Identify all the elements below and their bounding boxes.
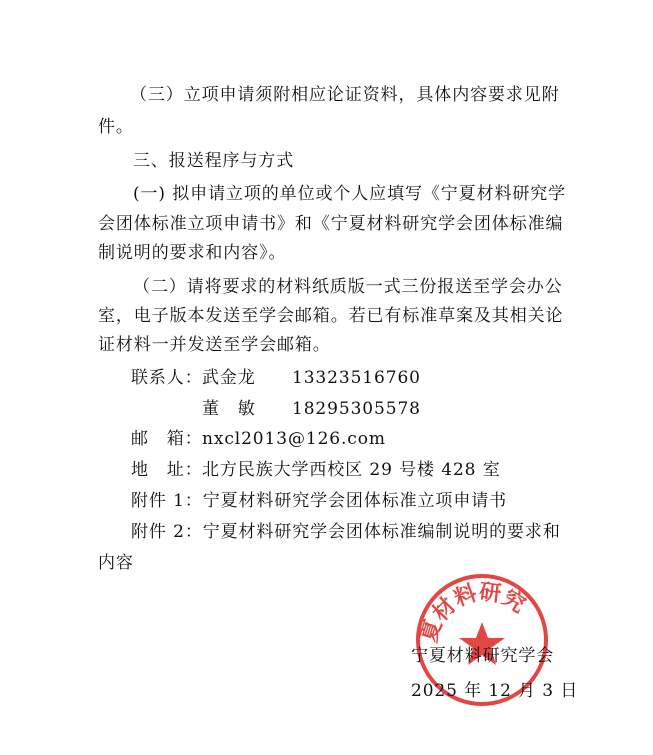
para1-line2: 会团体标准立项申请书》和《宁夏材料研究学会团体标准编: [98, 214, 564, 234]
contact1-name: 武金龙: [202, 368, 256, 388]
signature-date: 2025 年 12 月 3 日: [411, 681, 579, 701]
attachment-1: 附件 1：宁夏材料研究学会团体标准立项申请书: [131, 491, 508, 511]
contacts-label: 联系人：: [131, 368, 203, 388]
para2-line2: 室，电子版本发送至学会邮箱。若已有标准草案及其相关论: [98, 306, 564, 326]
para1-line3: 制说明的要求和内容》。: [98, 243, 287, 263]
attachment-2-line1: 附件 2：宁夏材料研究学会团体标准编制说明的要求和: [131, 522, 561, 542]
item3-line1: （三）立项申请须附相应论证资料，具体内容要求见附: [130, 85, 560, 105]
para1-line1: (一) 拟申请立项的单位或个人应填写《宁夏材料研究学: [133, 184, 567, 204]
signature-org: 宁夏材料研究学会: [411, 646, 555, 666]
contact2-phone: 18295305578: [292, 399, 421, 419]
item3-line2: 件。: [98, 117, 134, 137]
svg-text:夏材料研究: [417, 580, 530, 646]
address-label: 地 址：: [131, 460, 203, 480]
section3-heading: 三、报送程序与方式: [133, 151, 295, 171]
email-value[interactable]: nxcl2013@126.com: [202, 429, 386, 449]
contact1-phone: 13323516760: [292, 368, 421, 388]
email-label: 邮 箱：: [131, 429, 203, 449]
para2-line1: （二）请将要求的材料纸质版一式三份报送至学会办公: [133, 277, 563, 297]
attachment-2-line2: 内容: [98, 553, 134, 573]
para2-line3: 证材料一并发送至学会邮箱。: [98, 335, 331, 355]
address-value: 北方民族大学西校区 29 号楼 428 室: [202, 460, 501, 480]
contact2-name: 董 敏: [202, 399, 256, 419]
seal-text: 夏材料研究: [416, 579, 530, 646]
